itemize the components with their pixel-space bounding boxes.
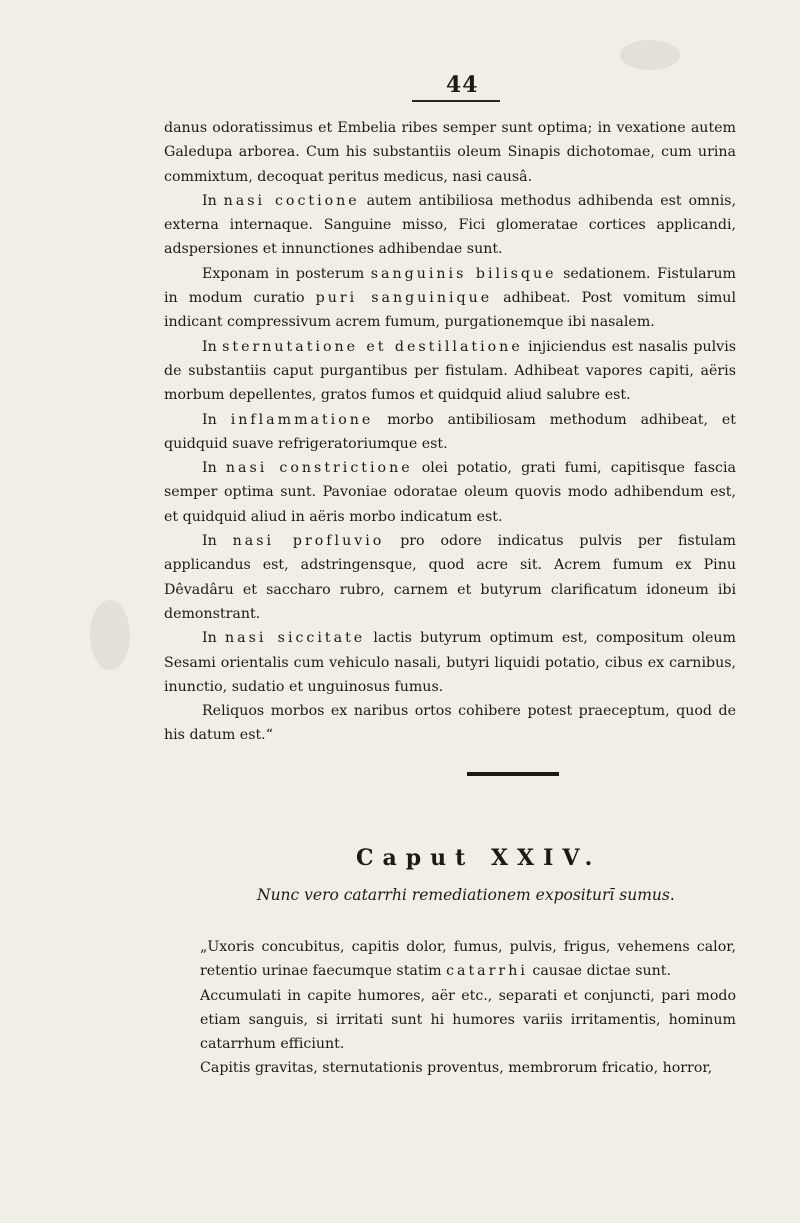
spaced-term: nasi coctione — [223, 192, 360, 209]
paragraph-lead: In — [202, 411, 231, 428]
paragraph-text: sedationem. Fistularum in modum curatio — [164, 265, 736, 307]
spaced-term: nasi profluvio — [232, 533, 385, 550]
spaced-term: sanguinis bilisque — [370, 265, 557, 282]
paper-stain — [90, 600, 130, 670]
paragraph-lead: In — [202, 630, 225, 647]
paragraph — [200, 1056, 736, 1080]
spaced-term: catarrhi — [446, 963, 528, 980]
spaced-term: puri sanguinique — [315, 290, 493, 307]
paragraph-lead: In — [202, 338, 223, 355]
paragraph — [164, 699, 736, 748]
page-number: 44 — [446, 72, 479, 98]
main-text — [164, 116, 736, 748]
paragraph — [164, 335, 736, 408]
paragraph — [164, 262, 736, 335]
paragraph-text: lactis butyrum optimum est, compositum oleum Sesami orientalis cum vehiculo nasali, butyri liquidi potatio, cibus ex carnibus, inunctio, sudatio et unguinosus fumus. — [164, 630, 736, 695]
paragraph — [164, 189, 736, 262]
paragraph-text: Capitis gravitas, sternutationis proventus, membrorum fricatio, horror, — [200, 1060, 713, 1077]
paragraph-text: autem antibiliosa methodus adhibenda est omnis, externa internaque. Sanguine misso, Fici glomeratae cortices applicandi, adspersiones et innunctiones adhibendae sunt. — [164, 192, 736, 258]
chapter-subtitle: Nunc vero catarrhi remediationem expositurī sumus. — [257, 886, 675, 904]
chapter-heading: Caput XXIV. — [356, 845, 602, 871]
header-rule — [412, 100, 500, 102]
paragraph — [164, 408, 736, 457]
paragraph-lead: Exponam in posterum — [202, 265, 371, 282]
paragraph-text: adhibeat. Post vomitum simul indicant compressivum acrem fumum, purgationemque ibi nasalem. — [164, 290, 736, 331]
spaced-term: nasi constrictione — [225, 460, 413, 477]
paragraph-text: Reliquos morbos ex naribus ortos cohibere potest praeceptum, quod de his datum est.“ — [164, 703, 736, 744]
section-divider — [467, 772, 559, 776]
paragraph-text: pro odore indicatus pulvis per fistulam applicandus est, adstringensque, quod acre sit. Acrem fumum ex Pinu Dêvadâru et saccharo rubro, carnem et butyrum clarificatum idoneum ibi demonstrant. — [164, 533, 736, 622]
paragraph — [164, 456, 736, 529]
paragraph-lead: In — [202, 192, 224, 209]
paragraph — [200, 984, 736, 1057]
paragraph — [164, 116, 736, 189]
paragraph — [200, 935, 736, 984]
spaced-term: nasi siccitate — [225, 630, 366, 647]
spaced-term: inflammatione — [230, 411, 374, 428]
paragraph — [164, 529, 736, 626]
paragraph-text: danus odoratissimus et Embelia ribes semper sunt optima; in vexatione autem Galedupa arborea. Cum his substantiis oleum Sinapis dichotomae, cum urina commixtum, decoquat peritus medicus, nasi causâ. — [164, 120, 736, 185]
paragraph-text: morbo antibiliosam methodum adhibeat, et quidquid suave refrigeratoriumque est. — [164, 411, 736, 452]
paragraph — [164, 626, 736, 699]
paragraph-text: injiciendus est nasalis pulvis de substantiis caput purgantibus per fistulam. Adhibeat vapores capiti, aëris morbum depellentes, gratos fumos et quidquid aliud salubre est. — [164, 338, 737, 404]
paragraph-lead: In — [202, 533, 233, 550]
paper-stain — [620, 40, 680, 70]
chapter-text — [200, 935, 736, 1081]
paragraph-text: causae dictae sunt. — [527, 963, 671, 980]
paragraph-lead: In — [202, 460, 226, 477]
paragraph-lead: „Uxoris concubitus, capitis dolor, fumus, pulvis, frigus, vehemens calor, retentio urinae faecumque statim — [200, 939, 736, 980]
spaced-term: sternutatione et destillatione — [222, 338, 523, 355]
paragraph-text: Accumulati in capite humores, aër etc., separati et conjuncti, pari modo etiam sanguis, si irritati sunt hi humores variis irritamentis, hominum catarrhum efficiunt. — [200, 987, 736, 1053]
paragraph-text: olei potatio, grati fumi, capitisque fascia semper optima sunt. Pavoniae odoratae oleum quovis modo adhibendum est, et quidquid aliud in aëris morbo indicatum est. — [164, 460, 736, 525]
